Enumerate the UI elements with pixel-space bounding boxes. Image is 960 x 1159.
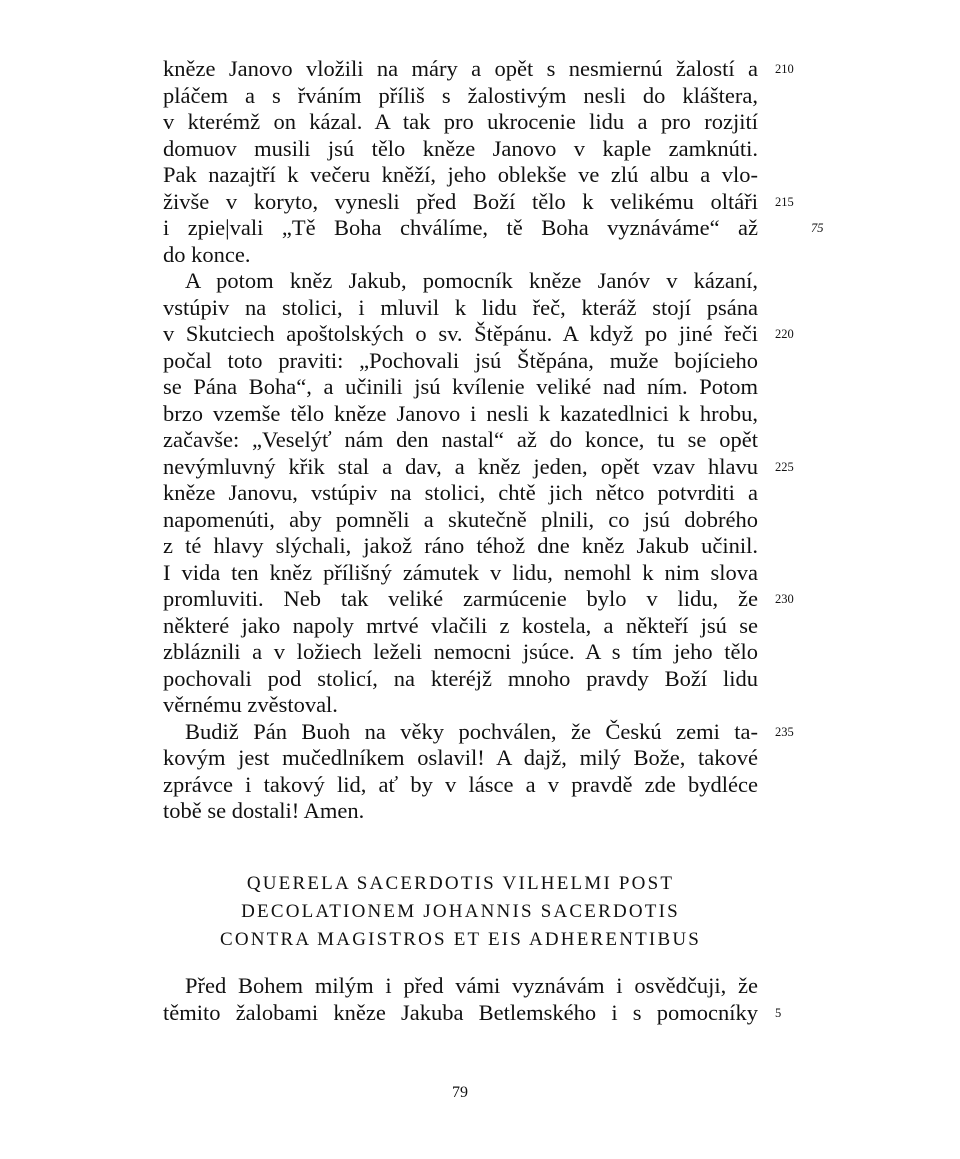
text-line: promluviti. Neb tak veliké zarmúcenie bylo v lidu, že xyxy=(163,586,758,611)
text-line: domuov musili jsú tělo kněze Janovo v kaple zamknúti. xyxy=(163,135,758,161)
text-line: Pak nazajtří k večeru kněží, jeho oblekše ve zlú albu a vlo- xyxy=(163,162,758,187)
text-line: se Pána Boha“, a učinili jsú kvílenie veliké nad ním. Potom xyxy=(163,374,758,399)
text-line: pochovali pod stolicí, na kteréjž mnoho pravdy Boží lidu xyxy=(163,665,758,691)
text-line: živše v koryto, vynesli před Boží tělo k velikému oltáři xyxy=(163,188,758,214)
text-line: tobě se dostali! Amen. xyxy=(163,798,365,823)
text-line: v kterémž on kázal. A tak pro ukrocenie lidu a pro rozjití xyxy=(163,109,758,134)
heading-line: QUERELA SACERDOTIS VILHELMI POST xyxy=(246,873,675,894)
heading-line: CONTRA MAGISTROS ET EIS ADHERENTIBUS xyxy=(219,929,702,950)
text-line: i zpie|vali „Tě Boha chválíme, tě Boha vyznáváme“ až xyxy=(163,215,758,240)
text-line: počal toto praviti: „Pochovali jsú Štěpána, muže bojícieho xyxy=(163,347,758,373)
text-line: věrnému zvěstoval. xyxy=(163,692,338,717)
text-line: nevýmluvný křik stal a dav, a kněz jeden, opět vzav hlavu xyxy=(163,453,758,479)
text-line: do konce. xyxy=(163,241,251,267)
text-line: z té hlavy slýchali, jakož ráno téhož dne kněz Jakub učinil. xyxy=(163,533,758,558)
text-line: kovým jest mučedlníkem oslavil! A dajž, milý Bože, takové xyxy=(163,745,758,770)
page-number: 79 xyxy=(452,1084,468,1101)
text-line: napomenúti, aby pomněli a skutečně plnili, co jsú dobrého xyxy=(163,506,758,532)
text-line: Budiž Pán Buoh na věky pochválen, že Českú zemi ta- xyxy=(185,718,758,744)
text-line: těmito žalobami kněze Jakuba Betlemského i s pomocníky xyxy=(163,999,758,1025)
text-line: brzo vzemše tělo kněze Janovo i nesli k kazatedlnici k hrobu, xyxy=(163,400,758,426)
text-line: A potom kněz Jakub, pomocník kněze Janóv v kázaní, xyxy=(185,268,758,293)
line-number: 235 xyxy=(775,724,794,739)
text-line: zbláznili a v ložiech leželi nemocni jsúce. A s tím jeho tělo xyxy=(163,639,758,664)
heading-line: DECOLATIONEM JOHANNIS SACERDOTIS xyxy=(241,901,680,922)
text-line: Před Bohem milým i před vámi vyznávám i osvědčuji, že xyxy=(185,973,758,998)
line-number: 225 xyxy=(775,459,794,474)
text-line: zprávce i takový lid, ať by v lásce a v pravdě zde bydléce xyxy=(163,771,758,797)
line-number: 5 xyxy=(775,1005,782,1020)
text-line: vstúpiv na stolici, i mluvil k lidu řeč, kteráž stojí psána xyxy=(163,294,758,320)
text-line: kněze Janovu, vstúpiv na stolici, chtě jich nětco potvrditi a xyxy=(163,480,758,505)
folio-number: 75 xyxy=(811,221,824,235)
line-number: 220 xyxy=(775,327,794,341)
line-number: 215 xyxy=(775,194,794,209)
text-line: kněze Janovo vložili na máry a opět s nesmiernú žalostí a xyxy=(163,56,758,81)
text-line: I vida ten kněz přílišný zámutek v lidu, nemohl k nim slova xyxy=(163,559,758,585)
text-line: pláčem a s řváním příliš s žalostivým nesli do kláštera, xyxy=(163,82,758,108)
text-line: některé jako napoly mrtvé vlačili z kostela, a někteří jsú se xyxy=(163,612,758,638)
line-number: 230 xyxy=(775,592,794,606)
text-line: v Skutciech apoštolských o sv. Štěpánu. A když po jiné řeči xyxy=(163,321,758,346)
line-number: 210 xyxy=(775,62,794,76)
text-line: začavše: „Veselýť nám den nastal“ až do konce, tu se opět xyxy=(163,427,758,452)
